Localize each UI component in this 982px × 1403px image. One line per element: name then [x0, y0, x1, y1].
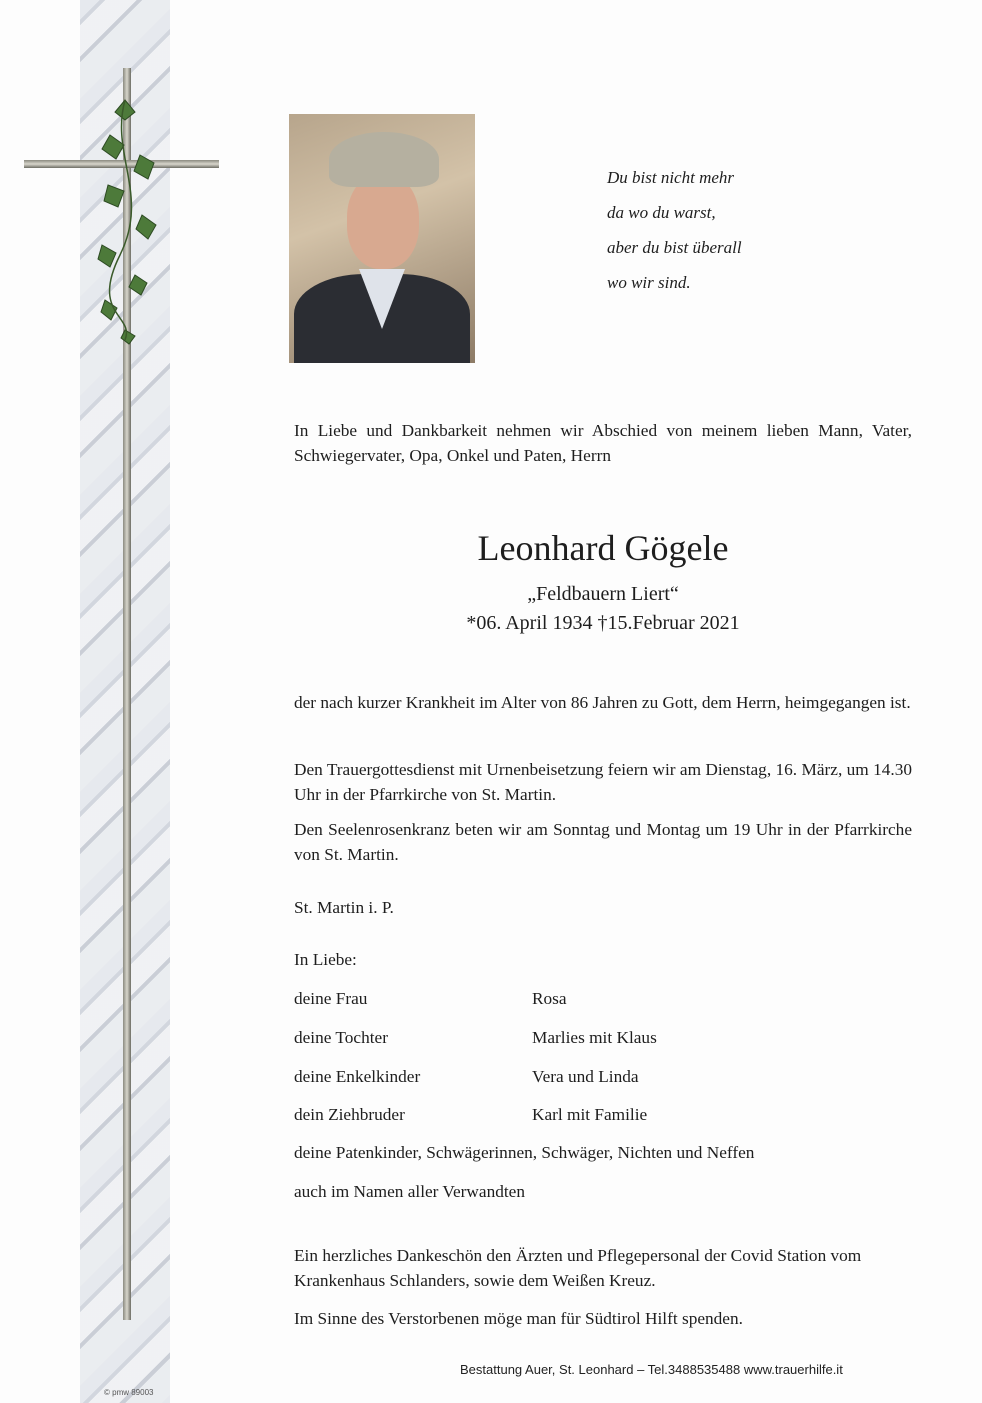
mourner-names: Rosa — [532, 989, 567, 1008]
intro-text: In Liebe und Dankbarkeit nehmen wir Abschied von meinem lieben Mann, Vater, Schwiegervater, Opa, Onkel und Paten, Herrn — [294, 421, 912, 465]
poem — [607, 160, 742, 300]
mourner-row — [294, 989, 567, 1009]
mourner-names: Marlies mit Klaus — [532, 1028, 657, 1047]
relation: dein Ziehbruder — [294, 1105, 405, 1124]
poem-line: da wo du warst, — [607, 203, 716, 222]
deceased-name: Leonhard Gögele — [477, 528, 729, 568]
poem-line: aber du bist überall — [607, 238, 742, 257]
mourner-names: Karl mit Familie — [532, 1105, 648, 1124]
donation-text: Im Sinne des Verstorbenen möge man für Südtirol Hilft spenden. — [294, 1309, 743, 1328]
mourner-row — [294, 1028, 657, 1048]
portrait-photo — [289, 114, 475, 363]
ivy-icon — [80, 95, 170, 345]
mourner-row — [294, 1067, 639, 1087]
nickname: „Feldbauern Liert“ — [527, 583, 679, 605]
relation: deine Tochter — [294, 1028, 388, 1047]
funeral-home-footer: Bestattung Auer, St. Leonhard – Tel.3488535488 www.trauerhilfe.it — [460, 1362, 843, 1377]
paragraph: Den Seelenrosenkranz beten wir am Sonntag und Montag um 19 Uhr in der Pfarrkirche von St. Martin. — [294, 820, 912, 864]
life-dates: *06. April 1934 †15.Februar 2021 — [466, 612, 740, 634]
mourner-row — [294, 1105, 648, 1125]
relation: deine Enkelkinder — [294, 1067, 421, 1086]
paragraph: der nach kurzer Krankheit im Alter von 86 Jahren zu Gott, dem Herrn, heimgegangen ist. — [294, 693, 911, 712]
poem-line: wo wir sind. — [607, 273, 691, 292]
thanks-text: Ein herzliches Dankeschön den Ärzten und Pflegepersonal der Covid Station vom Krankenhaus Schlanders, sowie dem Weißen Kreuz. — [294, 1246, 862, 1290]
other-mourners: deine Patenkinder, Schwägerinnen, Schwäger, Nichten und Neffen — [294, 1143, 755, 1162]
copyright-text: © pmw 89003 — [104, 1388, 154, 1397]
place: St. Martin i. P. — [294, 898, 394, 917]
relation: deine Frau — [294, 989, 368, 1008]
in-love-label: In Liebe: — [294, 950, 357, 969]
relatives-line: auch im Namen aller Verwandten — [294, 1182, 525, 1201]
mourner-names: Vera und Linda — [532, 1067, 639, 1086]
poem-line: Du bist nicht mehr — [607, 168, 735, 187]
paragraph: Den Trauergottesdienst mit Urnenbeisetzung feiern wir am Dienstag, 16. März, um 14.30 Uhr in der Pfarrkirche von St. Martin. — [294, 760, 912, 804]
